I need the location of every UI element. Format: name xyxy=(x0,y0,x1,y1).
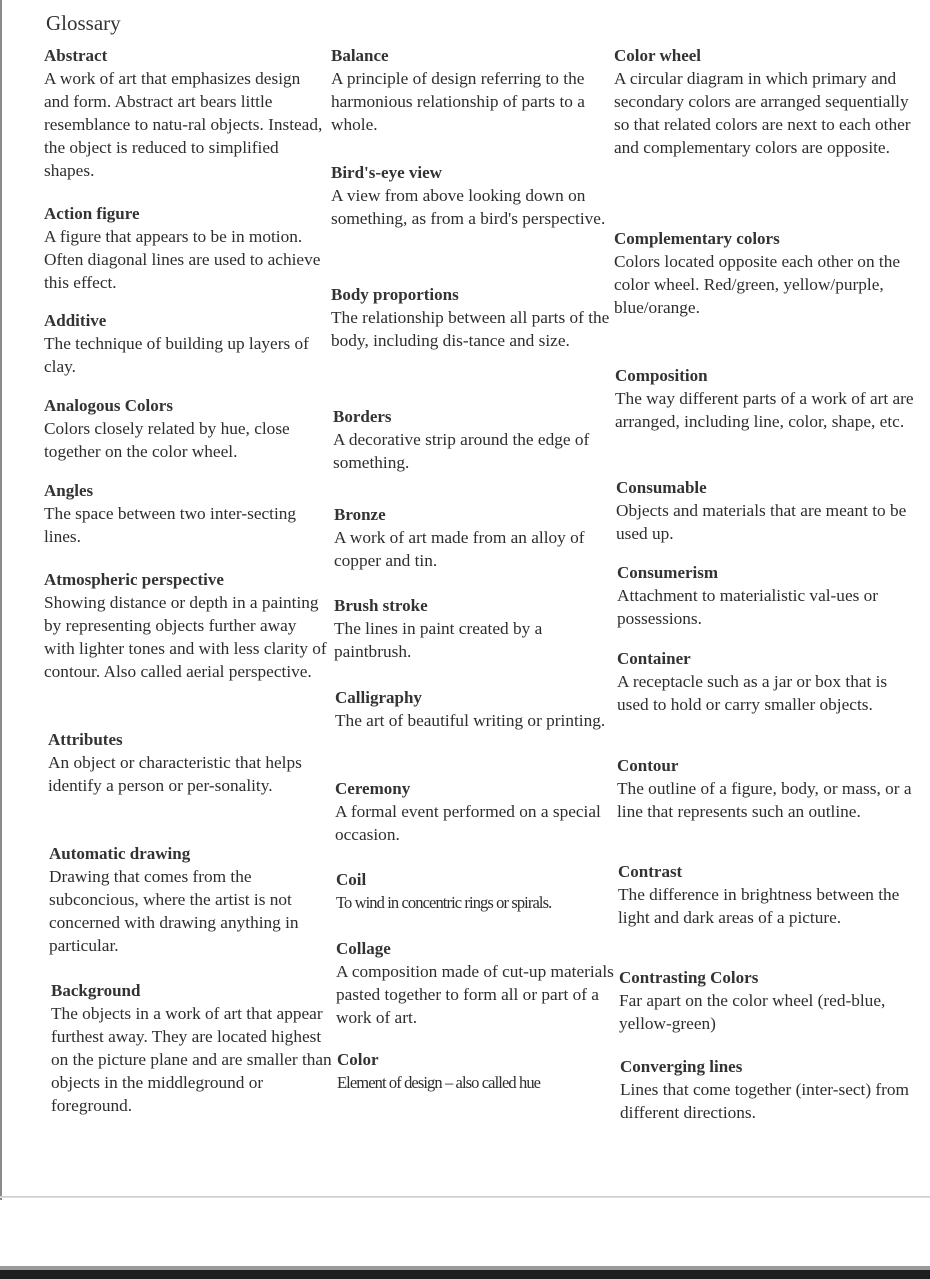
glossary-definition: The art of beautiful writing or printing. xyxy=(335,711,606,730)
glossary-definition: The technique of building up layers of clay. xyxy=(44,334,309,376)
glossary-entry xyxy=(335,686,615,732)
glossary-term: Additive xyxy=(44,311,107,330)
glossary-term: Body proportions xyxy=(331,285,459,304)
glossary-entry xyxy=(617,561,917,630)
glossary-entry xyxy=(49,842,334,957)
glossary-term: Abstract xyxy=(44,46,108,65)
glossary-entry xyxy=(44,44,329,182)
glossary-entry xyxy=(333,405,613,474)
glossary-term: Atmospheric perspective xyxy=(44,570,224,589)
glossary-term: Action figure xyxy=(44,204,140,223)
glossary-entry xyxy=(614,227,914,319)
glossary-entry xyxy=(337,1048,617,1094)
glossary-definition: The outline of a figure, body, or mass, or a line that represents such an outline. xyxy=(617,779,912,821)
glossary-entry xyxy=(615,364,915,433)
glossary-term: Complementary colors xyxy=(614,229,780,248)
glossary-definition: A composition made of cut-up materials pasted together to form all or part of a work of art. xyxy=(336,962,614,1027)
glossary-term: Coil xyxy=(336,870,367,889)
glossary-entry xyxy=(334,594,614,663)
glossary-definition: Objects and materials that are meant to be used up. xyxy=(616,501,907,543)
scan-bottom-edge xyxy=(0,1270,930,1279)
glossary-term: Consumerism xyxy=(617,563,719,582)
glossary-entry xyxy=(44,202,329,294)
glossary-entry xyxy=(44,309,329,378)
glossary-entry xyxy=(44,568,329,683)
glossary-entry xyxy=(334,503,614,572)
glossary-term: Automatic drawing xyxy=(49,844,191,863)
glossary-definition: A view from above looking down on something, as from a bird's perspective. xyxy=(331,186,606,228)
glossary-entry xyxy=(335,777,615,846)
glossary-definition: Attachment to materialistic val-ues or possessions. xyxy=(617,586,879,628)
glossary-term: Analogous Colors xyxy=(44,396,173,415)
page-title: Glossary xyxy=(46,11,121,35)
glossary-term: Contrasting Colors xyxy=(619,968,759,987)
glossary-definition: A formal event performed on a special occasion. xyxy=(335,802,601,844)
glossary-entry xyxy=(336,937,616,1029)
glossary-term: Converging lines xyxy=(620,1057,743,1076)
glossary-definition: A work of art that emphasizes design and form. Abstract art bears little resemblance to natu-ral objects. Instead, the object is reduced to simplified shapes. xyxy=(44,69,323,180)
glossary-definition: A figure that appears to be in motion. Often diagonal lines are used to achieve this effect. xyxy=(44,227,321,292)
glossary-term: Borders xyxy=(333,407,392,426)
glossary-definition: A work of art made from an alloy of copper and tin. xyxy=(334,528,585,570)
glossary-definition: To wind in concentric rings or spirals. xyxy=(336,893,552,912)
glossary-term: Attributes xyxy=(48,730,123,749)
scan-left-edge xyxy=(0,0,2,1200)
glossary-definition: Colors closely related by hue, close together on the color wheel. xyxy=(44,419,290,461)
glossary-definition: An object or characteristic that helps identify a person or per-sonality. xyxy=(48,753,302,795)
glossary-definition: A receptacle such as a jar or box that is used to hold or carry smaller objects. xyxy=(617,672,888,714)
glossary-term: Collage xyxy=(336,939,391,958)
glossary-term: Ceremony xyxy=(335,779,411,798)
glossary-definition: Showing distance or depth in a painting by representing objects further away with lighter tones and with less clarity of contour. Also called aerial perspective. xyxy=(44,593,327,681)
glossary-definition: The relationship between all parts of the body, including dis-tance and size. xyxy=(331,308,610,350)
scan-fold-line xyxy=(0,1196,930,1198)
glossary-term: Background xyxy=(51,981,141,1000)
glossary-entry xyxy=(616,476,916,545)
glossary-entry xyxy=(619,966,919,1035)
glossary-entry xyxy=(620,1055,920,1124)
glossary-term: Bird's-eye view xyxy=(331,163,442,182)
glossary-term: Angles xyxy=(44,481,94,500)
glossary-entry xyxy=(617,647,917,716)
glossary-entry xyxy=(331,161,611,230)
glossary-definition: A decorative strip around the edge of something. xyxy=(333,430,590,472)
glossary-entry xyxy=(44,479,329,548)
glossary-entry xyxy=(614,44,914,159)
glossary-definition: Far apart on the color wheel (red-blue, yellow-green) xyxy=(619,991,886,1033)
glossary-entry xyxy=(44,394,329,463)
glossary-definition: A circular diagram in which primary and secondary colors are arranged sequentially so that related colors are next to each other and complementary colors are opposite. xyxy=(614,69,911,157)
glossary-term: Consumable xyxy=(616,478,707,497)
glossary-entry xyxy=(336,868,616,914)
glossary-definition: Drawing that comes from the subconcious, where the artist is not concerned with drawing anything in particular. xyxy=(49,867,299,955)
glossary-entry xyxy=(617,754,917,823)
glossary-term: Contour xyxy=(617,756,679,775)
glossary-definition: The objects in a work of art that appear furthest away. They are located highest on the picture plane and are smaller than objects in the middleground or foreground. xyxy=(51,1004,332,1115)
glossary-term: Calligraphy xyxy=(335,688,422,707)
glossary-entry xyxy=(51,979,336,1117)
glossary-term: Contrast xyxy=(618,862,683,881)
glossary-term: Color wheel xyxy=(614,46,702,65)
glossary-definition: The way different parts of a work of art are arranged, including line, color, shape, etc. xyxy=(615,389,914,431)
glossary-term: Color xyxy=(337,1050,379,1069)
glossary-definition: A principle of design referring to the harmonious relationship of parts to a whole. xyxy=(331,69,585,134)
glossary-term: Container xyxy=(617,649,691,668)
glossary-definition: Colors located opposite each other on the color wheel. Red/green, yellow/purple, blue/orange. xyxy=(614,252,901,317)
glossary-term: Bronze xyxy=(334,505,386,524)
glossary-term: Balance xyxy=(331,46,389,65)
glossary-term: Brush stroke xyxy=(334,596,428,615)
glossary-entry xyxy=(331,44,611,136)
glossary-term: Composition xyxy=(615,366,708,385)
glossary-entry xyxy=(618,860,918,929)
glossary-entry xyxy=(331,283,611,352)
glossary-definition: Lines that come together (inter-sect) from different directions. xyxy=(620,1080,909,1122)
glossary-definition: The space between two inter-secting lines. xyxy=(44,504,297,546)
glossary-definition: Element of design – also called hue xyxy=(337,1073,541,1092)
glossary-entry xyxy=(48,728,333,797)
glossary-definition: The difference in brightness between the light and dark areas of a picture. xyxy=(618,885,900,927)
glossary-definition: The lines in paint created by a paintbrush. xyxy=(334,619,543,661)
